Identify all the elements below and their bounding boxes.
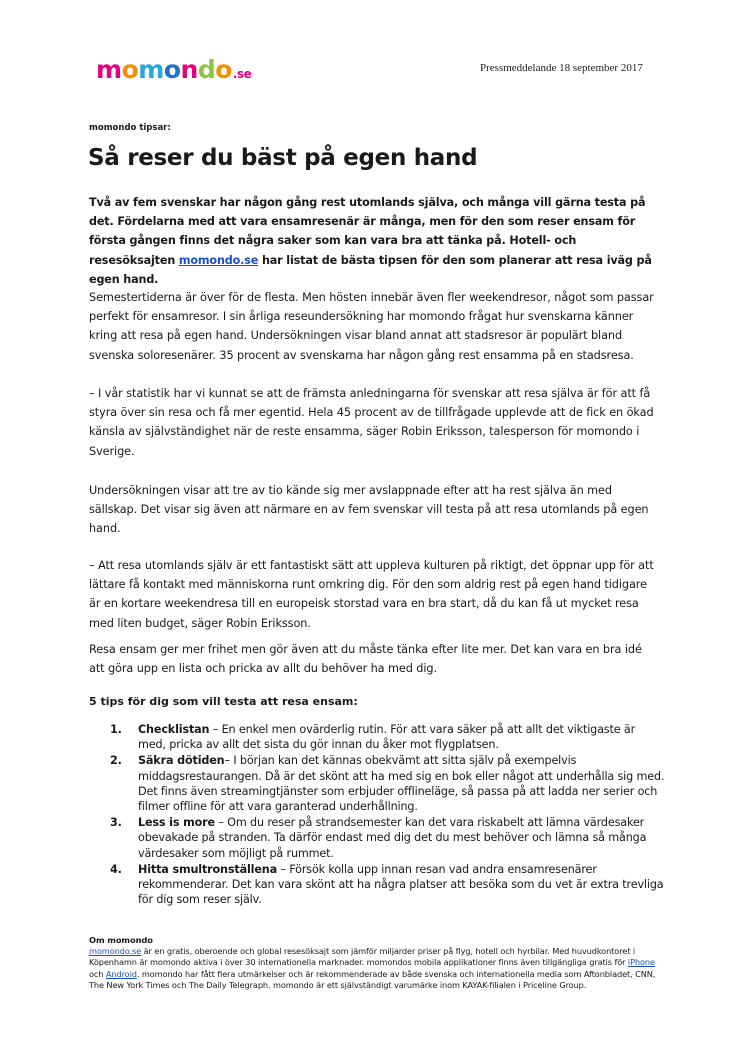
headline: Så reser du bäst på egen hand bbox=[88, 145, 478, 171]
quote-paragraph: – Att resa utomlands själv är ett fantastiskt sätt att uppleva kulturen på riktigt, det öppnar upp för att lättare få kontakt med människorna runt omkring dig. För den som aldrig rest på egen hand tidigare är en kortare weekendresa till en europeisk storstad vara en bra start, då du kan få ut mycket resa med liten budget, säger Robin Eriksson. bbox=[89, 559, 654, 630]
about-heading: Om momondo bbox=[89, 935, 153, 945]
tip-number: 3. bbox=[110, 816, 122, 830]
tip-item bbox=[110, 862, 665, 908]
tip-text: – I början kan det kännas obekvämt att sitta själv på exempelvis middagsrestaurangen. Då är det skönt att ha med sig en bok eller något att underhålla sig med. Det finns även streamingtjänster som erbjuder offlineläge, så passa på att ladda ner serier och filmer offline för att vara garanterad underhållning. bbox=[138, 754, 665, 814]
body-paragraph: Resa ensam ger mer frihet men gör även att du måste tänka efter lite mer. Det kan vara en bra idé att göra upp en lista och pricka av allt du behöver ha med dig. bbox=[89, 643, 642, 676]
tip-item bbox=[110, 815, 665, 861]
lead-paragraph bbox=[89, 193, 659, 289]
tip-title: Less is more bbox=[138, 816, 215, 830]
tip-item bbox=[110, 722, 665, 752]
quote-paragraph: – I vår statistik har vi kunnat se att de främsta anledningarna för svenskar att resa själva är för att få styra över sin resa och få mer egentid. Hela 45 procent av de tillfrågade upplevde att de fick en ökad känsla av självständighet när de reste ensamma, säger Robin Eriksson, talesperson för momondo i Sverige. bbox=[89, 387, 654, 458]
momondo-link[interactable]: momondo.se bbox=[178, 253, 259, 267]
tip-text: – En enkel men ovärderlig rutin. För att vara säker på att allt det viktigaste är med, pricka av allt det sista du gör innan du åker mot flygplatsen. bbox=[138, 723, 636, 752]
tips-heading: 5 tips för dig som vill testa att resa ensam: bbox=[89, 695, 358, 708]
logo-letter: d bbox=[197, 55, 216, 84]
lead-text-start: Två av fem svenskar har någon gång rest utomlands själva, och många vill gärna testa på det. Fördelarna med att vara ensamresenär är många, men för den som reser ensam för första gången finns det några saker som kan vara bra att tänka på. Hotell- och resesöksajten bbox=[89, 196, 646, 267]
about-text bbox=[89, 946, 659, 991]
momondo-site-link[interactable]: momondo.se bbox=[89, 946, 142, 957]
tip-number: 4. bbox=[110, 862, 122, 876]
kicker: momondo tipsar: bbox=[89, 123, 171, 133]
tip-text: – Om du reser på strandsemester kan det vara riskabelt att lämna värdesaker obevakade på stranden. Ta därför endast med dig det du mest behöver och lämna så många värdesaker som möjligt på rummet. bbox=[138, 816, 647, 860]
about-text-part: . momondo har fått flera utmärkelser och är rekommenderade av både svenska och internationella media som Aftonbladet, CNN, The New York Times och The Daily Telegraph. momondo är ett självständigt varumärke inom KAYAK-filialen i Priceline Group. bbox=[89, 968, 656, 990]
logo-letter: o bbox=[163, 55, 181, 84]
logo-suffix: .se bbox=[232, 67, 252, 81]
tips-list bbox=[110, 722, 665, 908]
body-paragraph: Undersökningen visar att tre av tio kände sig mer avslappnade efter att ha rest själva än med sällskap. Det visar sig även att närmare en av fem svenskar vill testa på att resa utomlands på egen hand. bbox=[89, 484, 649, 536]
about-text-part: är en gratis, oberoende och global resesöksajt som jämför miljarder priser på flyg, hotell och hyrbilar. Med huvudkontoret i Köpenhamn är momondo aktiva i över 30 internationella marknader. momondos mobila applikationer finns även tillgängliga gratis för bbox=[89, 946, 636, 968]
iphone-link[interactable]: iPhone bbox=[627, 957, 655, 968]
tip-title: Checklistan bbox=[138, 723, 210, 736]
tip-text: – Försök kolla upp innan resan vad andra ensamresenärer rekommenderar. Det kan vara skönt att ha några platser att besöka som du vet är extra trevliga för dig som reser själv. bbox=[138, 862, 664, 907]
logo-letter: o bbox=[215, 55, 232, 84]
about-text-part: och bbox=[89, 968, 106, 979]
logo-letter: n bbox=[180, 55, 198, 84]
android-link[interactable]: Android bbox=[105, 968, 137, 979]
release-date: Pressmeddelande 18 september 2017 bbox=[480, 62, 643, 74]
tip-item bbox=[110, 753, 665, 814]
body-paragraph: Semestertiderna är över för de flesta. Men hösten innebär även fler weekendresor, något som passar perfekt för ensamresor. I sin årliga reseundersökning har momondo frågat hur svenskarna känner kring att resa på egen hand. Undersökningen visar bland annat att stadsresor är populärt bland svenska soloresenärer. 35 procent av svenskarna har någon gång rest ensamma på en stadsresa. bbox=[89, 291, 654, 362]
about-section bbox=[89, 935, 659, 991]
tip-number: 2. bbox=[110, 754, 122, 768]
logo-letter: m bbox=[96, 55, 122, 84]
tip-number: 1. bbox=[110, 723, 122, 736]
lead-text-end: har listat de bästa tipsen för den som planerar att resa iväg på egen hand. bbox=[89, 253, 652, 286]
tip-title: Säkra dötiden bbox=[138, 754, 225, 768]
logo-letter: m bbox=[138, 55, 164, 84]
tip-title: Hitta smultronställena bbox=[138, 862, 277, 876]
logo-letter: o bbox=[121, 55, 139, 84]
momondo-logo[interactable] bbox=[96, 55, 251, 89]
